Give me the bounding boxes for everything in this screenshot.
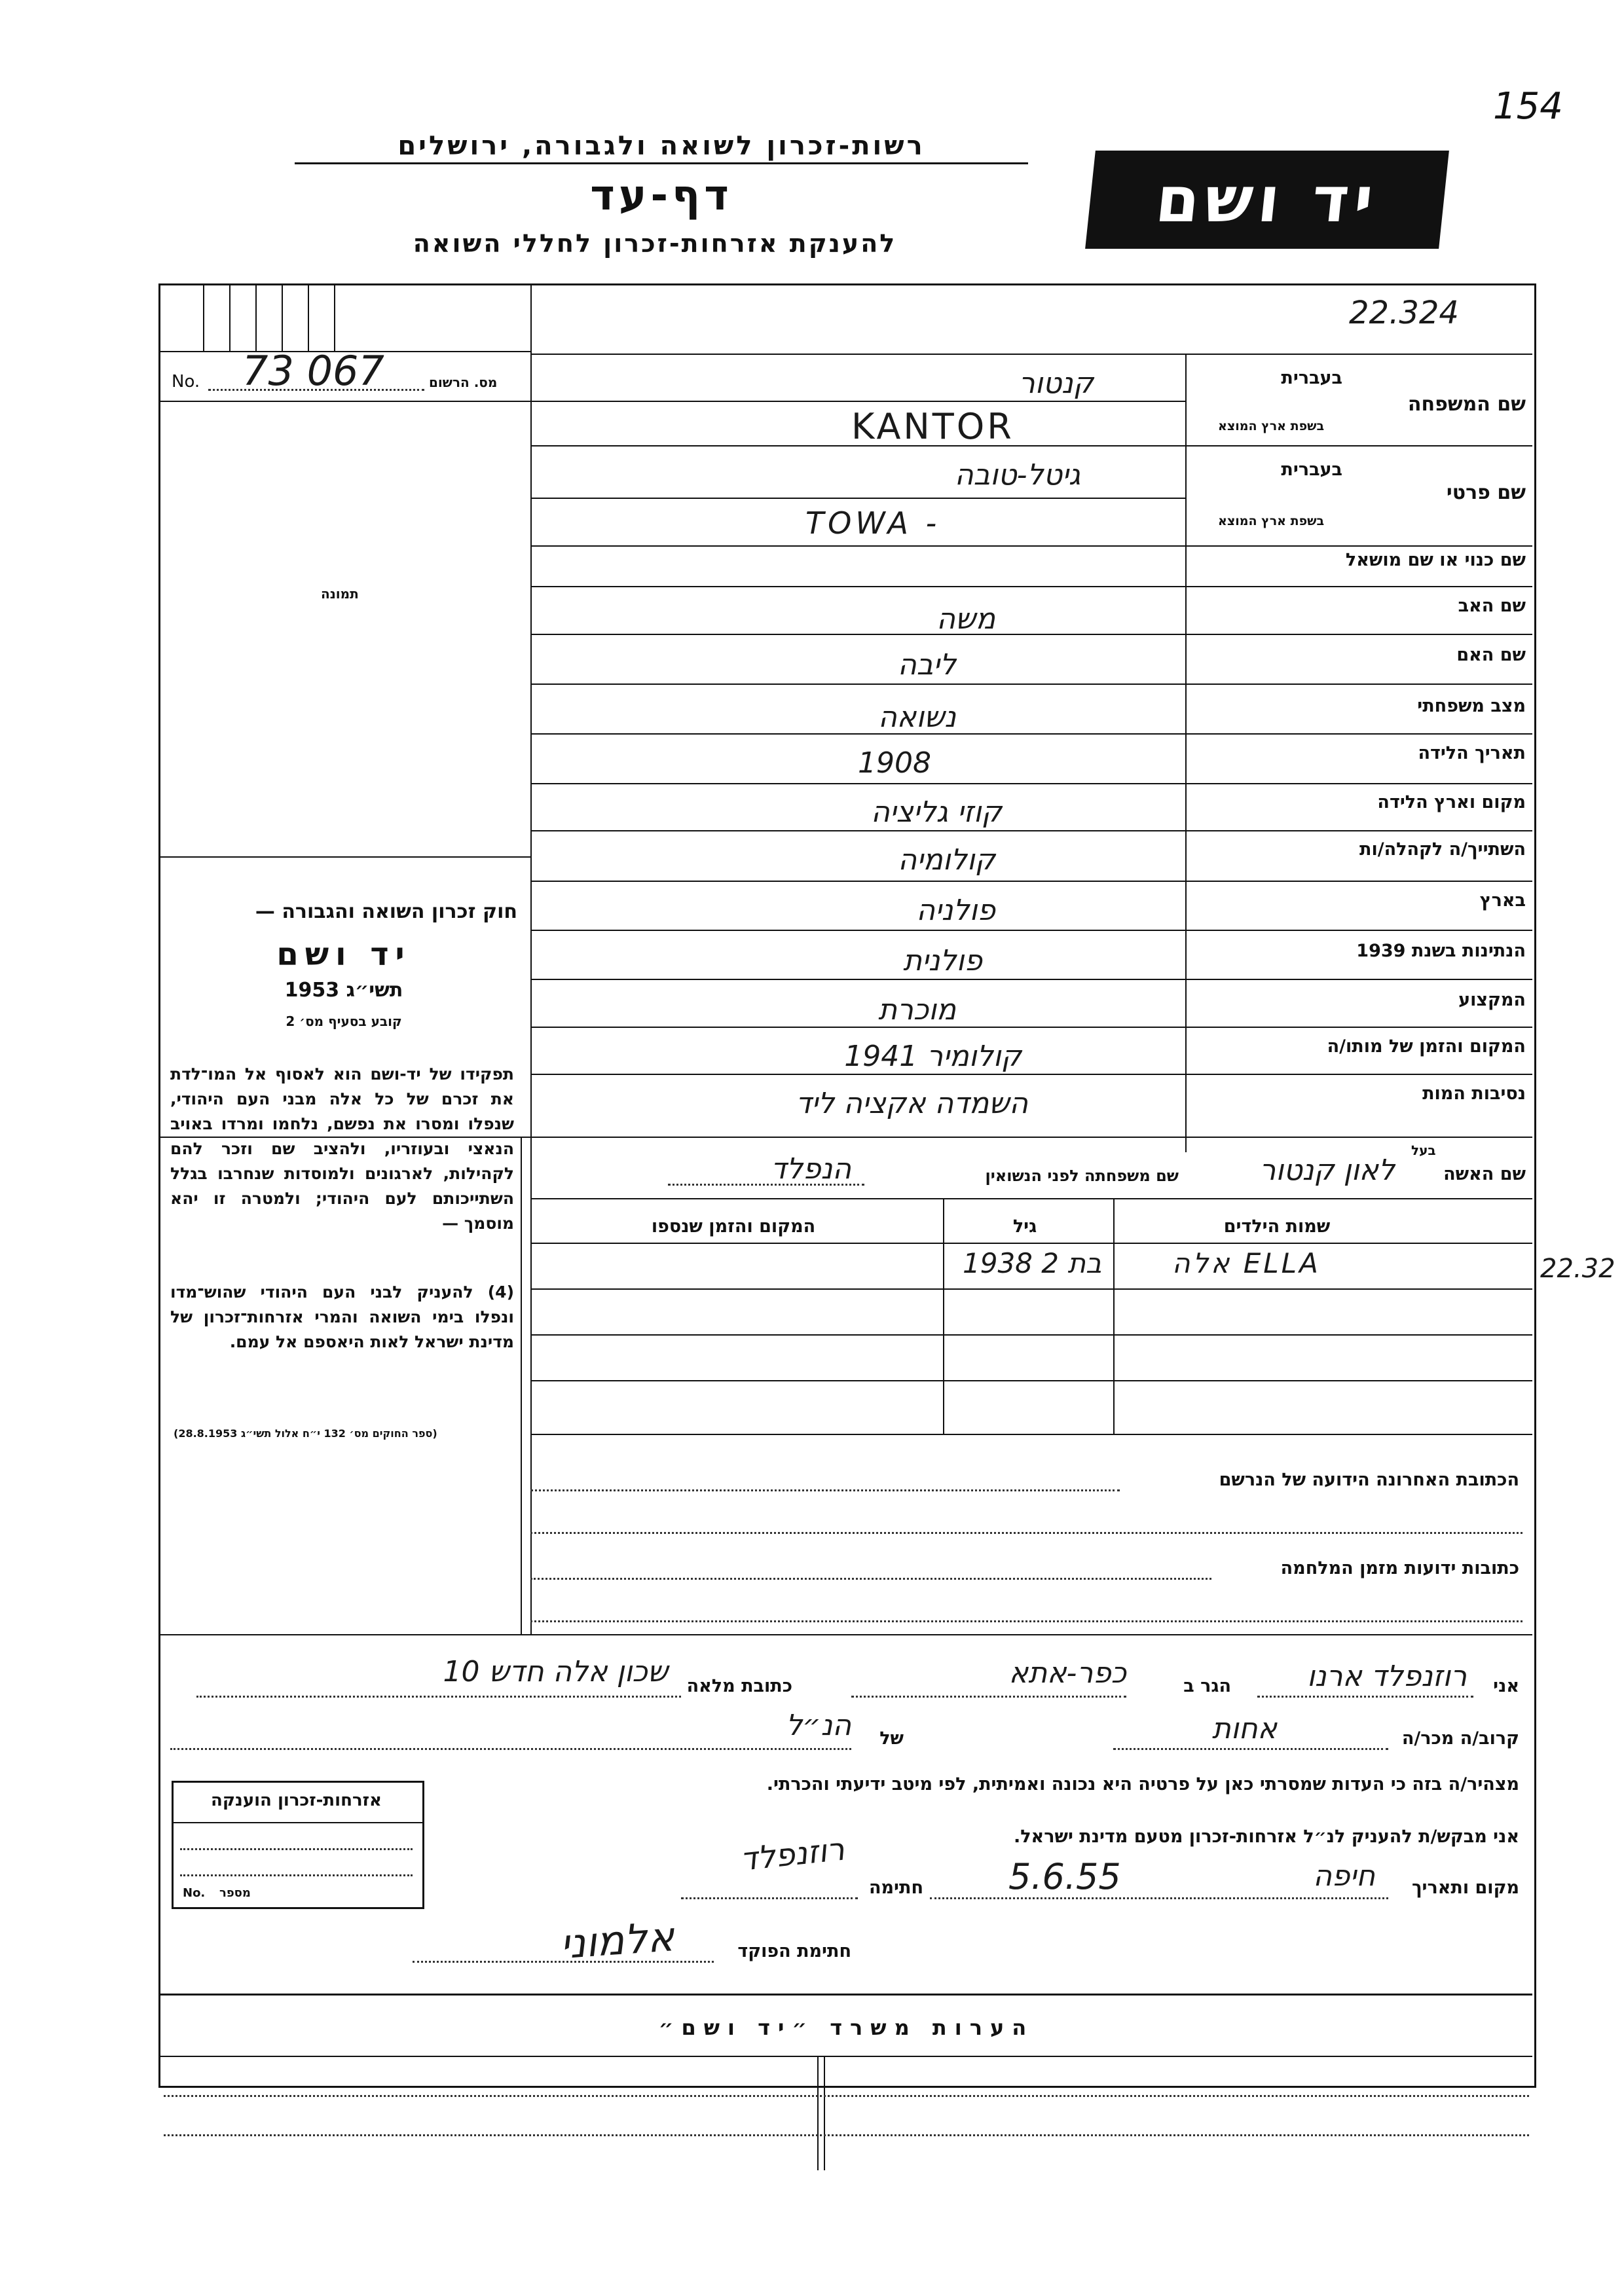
citizenship-label: הנתינות בשנת 1939 <box>1356 941 1526 961</box>
community-label: השתייך/ה לקהלה/ות <box>1359 839 1526 860</box>
declarant-name: רוזנפלד ארנו <box>1306 1660 1467 1693</box>
signature-label: חתימה <box>868 1878 923 1898</box>
birth-place: קוזי גליציה <box>871 795 1002 829</box>
top-reference: 22.324 <box>1349 295 1459 331</box>
mother-name: ליבה <box>897 648 956 682</box>
law-title: חוק זכרון השואה והגבורה — <box>255 900 517 923</box>
given-name-label: שם פרטי <box>1446 481 1526 504</box>
declaration-text: מצהיר/ה בזה כי העדות שמסרתי כאן על פרטיה היא נכונה ואמיתית, לפי מיטב ידיעתי והכרתי. <box>766 1774 1519 1795</box>
ref-boxes <box>160 285 530 352</box>
citizenship: פולנית <box>903 944 982 977</box>
photo-label: תמונה <box>321 586 359 602</box>
death-place-time: קולומיר 1941 <box>844 1040 1022 1073</box>
logo-text: יד ושם <box>1152 163 1382 236</box>
corner-number: 154 <box>1493 85 1563 128</box>
birth-place-label: מקום וארץ הלידה <box>1377 792 1526 812</box>
law-reference: (ספר החוקים מס׳ 132 י״ח אלול תשי״ג 28.8.1953) <box>174 1427 437 1440</box>
children-header-place-time: המקום והזמן שנספו <box>651 1216 816 1237</box>
family-name-label: שם המשפחה <box>1407 393 1526 416</box>
children-header-age: גיל <box>1012 1216 1037 1237</box>
father-label: שם האב <box>1458 596 1526 616</box>
label-column-divider <box>1185 354 1187 1152</box>
yad-vashem-logo <box>1085 151 1449 249</box>
marital-status: נשואה <box>878 701 956 734</box>
declarant-signature: רוזנפלד <box>738 1831 847 1878</box>
law-clause-4: (4) להעניק לבני העם היהודי שהוש־מדו ונפלו בימי השואה והמרי אזרחות־זכרון של מדינת ישראל לאות היאספם אל עמם. <box>170 1283 514 1351</box>
country-label: בארץ <box>1479 890 1526 911</box>
stamp-box-title: אזרחות-זכרון הוענקה <box>211 1791 382 1810</box>
registration-no-hebrew: מס. הרשום <box>429 374 498 390</box>
form-title: דף-עד <box>590 172 733 220</box>
law-clause: קובע בסעיף מס׳ 2 <box>286 1013 402 1029</box>
wartime-address-label: כתובות ידועות מזמן המלחמה <box>1280 1558 1519 1578</box>
law-text: תפקידו של יד-ושם הוא לאסוף אל המו־לדת את זכרם של כל אלה מבני העם היהודי, שנפלו ומסרו את נפשם, נלחמו ומרדו באויב הנאצי ובעוזריו, ולהציב שם וזכר להם לקהילות, לארגונים ולמוסדות שנחרבו בגלל השתייכותם לעם היהודי; ולמטרה זו יהא מוסמך — <box>170 1065 514 1233</box>
registration-number: 73 067 <box>242 347 384 395</box>
maiden-name-label: שם משפחתה לפני הנשואין <box>985 1167 1179 1185</box>
request-text: אני מבקש/ת להעניק לנ״ל אזרחות-זכרון מטעם מדינת ישראל. <box>1013 1827 1519 1847</box>
stamp-box-no-latin: No. <box>183 1886 206 1900</box>
spouse-prefix: בעל <box>1411 1142 1436 1158</box>
stamp-box-number-label: מספר <box>219 1886 251 1900</box>
declarant-ani: אני <box>1493 1676 1519 1696</box>
circumstances-label: נסיבות המות <box>1422 1084 1526 1104</box>
last-address-label: הכתובת האחרונה הידועה של הנרשם <box>1219 1470 1519 1490</box>
given-name-he: גיטל-טובה <box>954 458 1080 492</box>
resident-of: כפר-אתא <box>1008 1656 1126 1690</box>
birth-date: 1908 <box>858 746 931 780</box>
family-name-origin: KANTOR <box>851 406 1014 447</box>
family-name-he-label: בעברית <box>1281 368 1342 388</box>
side-reference: 22.32 <box>1540 1254 1615 1284</box>
profession-label: המקצוע <box>1458 990 1526 1010</box>
form-subtitle: להענקת אזרחות-זכרון לחללי השואה <box>413 229 897 258</box>
family-name-he: קנטור <box>1018 367 1094 400</box>
marital-status-label: מצב משפחתי <box>1417 696 1526 716</box>
community: קולומיה <box>898 843 995 877</box>
full-address-label: כתובת מלאה <box>686 1676 792 1696</box>
office-notes-title: הערות משרד ״יד ושם״ <box>658 2015 1035 2040</box>
resident-of-label: הגר ב <box>1183 1676 1231 1696</box>
of-label: של <box>879 1728 904 1749</box>
children-header-names: שמות הילדים <box>1223 1216 1331 1237</box>
declaration-date: 5.6.55 <box>1008 1856 1121 1897</box>
spouse-name: לאון קנטור <box>1259 1154 1395 1187</box>
circumstances: השמדה אקציה ליד <box>796 1087 1028 1120</box>
given-name-origin: TOWA - <box>805 505 941 541</box>
left-column-divider <box>530 285 532 1137</box>
law-year: תשי״ג 1953 <box>284 979 403 1002</box>
declaration-place: חיפה <box>1313 1859 1375 1893</box>
child-name: אלה ELLA <box>1172 1247 1321 1279</box>
registration-no-latin: No. <box>172 372 200 392</box>
mother-label: שם האם <box>1456 645 1526 665</box>
officer-signature: אלמוני <box>559 1912 676 1969</box>
maiden-name: הנפלד <box>771 1152 851 1186</box>
stamp-box <box>172 1781 424 1909</box>
nickname-label: שם כנוי או שם מושאל <box>1345 550 1526 570</box>
father-name: משה <box>936 602 995 636</box>
country: פולניה <box>916 894 995 927</box>
officer-signature-label: חתימת הפוקד <box>737 1941 851 1961</box>
relative-label: קרוב/ה מכר/ה <box>1401 1728 1519 1749</box>
family-name-origin-label: בשפת ארץ המוצא <box>1218 419 1325 433</box>
profession: מוכרת <box>878 993 956 1027</box>
spouse-label: שם האשה <box>1443 1164 1526 1184</box>
of-whom: הנ״ל <box>786 1709 851 1742</box>
death-label: המקום והזמן של מותו/ה <box>1327 1036 1526 1057</box>
given-name-origin-label: בשפת ארץ המוצא <box>1218 514 1325 528</box>
relation: אחות <box>1211 1712 1277 1745</box>
place-date-label: מקום ותאריך <box>1411 1878 1519 1898</box>
birth-date-label: תאריך הלידה <box>1418 743 1526 763</box>
law-name: יד ושם <box>276 936 411 973</box>
authority-name: רשות-זכרון לשואה ולגבורה, ירושלים <box>295 131 1028 164</box>
given-name-he-label: בעברית <box>1281 460 1342 480</box>
full-address: שכון אלה חדש 10 <box>443 1655 668 1688</box>
child-age: בת 2 1938 <box>963 1247 1102 1279</box>
